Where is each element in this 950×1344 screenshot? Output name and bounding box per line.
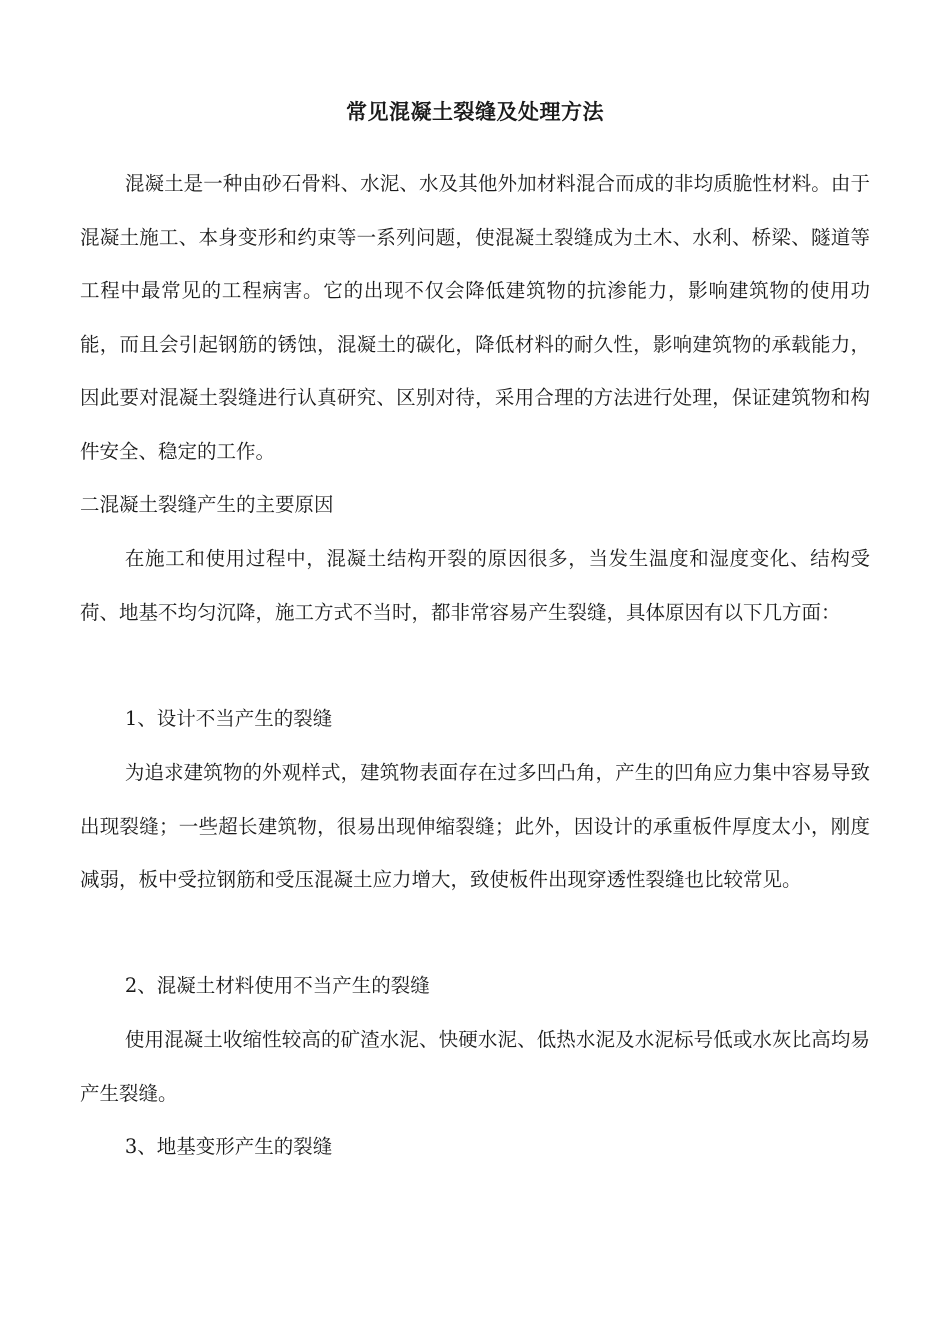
item-heading-design: 1、设计不当产生的裂缝 <box>124 707 333 730</box>
item-heading-material: 2、混凝土材料使用不当产生的裂缝 <box>124 974 430 997</box>
design-paragraph: 为追求建筑物的外观样式，建筑物表面存在过多凹凸角，产生的凹角应力集中容易导致出现裂缝；一些超长建筑物，很易出现伸缩裂缝；此外，因设计的承重板件厚度太小，刚度减弱，板中受拉钢筋和受压混凝土应力增大，致使板件出现穿透性裂缝也比较常见。 <box>80 761 870 891</box>
material-paragraph: 使用混凝土收缩性较高的矿渣水泥、快硬水泥、低热水泥及水泥标号低或水灰比高均易产生裂缝。 <box>80 1028 870 1105</box>
causes-paragraph: 在施工和使用过程中，混凝土结构开裂的原因很多，当发生温度和湿度变化、结构受荷、地基不均匀沉降，施工方式不当时，都非常容易产生裂缝，具体原因有以下几方面： <box>80 547 870 624</box>
section-heading-causes: 二混凝土裂缝产生的主要原因 <box>80 493 334 516</box>
item-heading-foundation: 3、地基变形产生的裂缝 <box>124 1135 333 1158</box>
document-title: 常见混凝土裂缝及处理方法 <box>346 100 604 124</box>
intro-paragraph: 混凝土是一种由砂石骨料、水泥、水及其他外加材料混合而成的非均质脆性材料。由于混凝土施工、本身变形和约束等一系列问题，使混凝土裂缝成为土木、水利、桥梁、隧道等工程中最常见的工程病害。它的出现不仅会降低建筑物的抗渗能力，影响建筑物的使用功能，而且会引起钢筋的锈蚀，混凝土的碳化，降低材料的耐久性，影响建筑物的承载能力，因此要对混凝土裂缝进行认真研究、区别对待，采用合理的方法进行处理，保证建筑物和构件安全、稳定的工作。 <box>80 172 870 463</box>
